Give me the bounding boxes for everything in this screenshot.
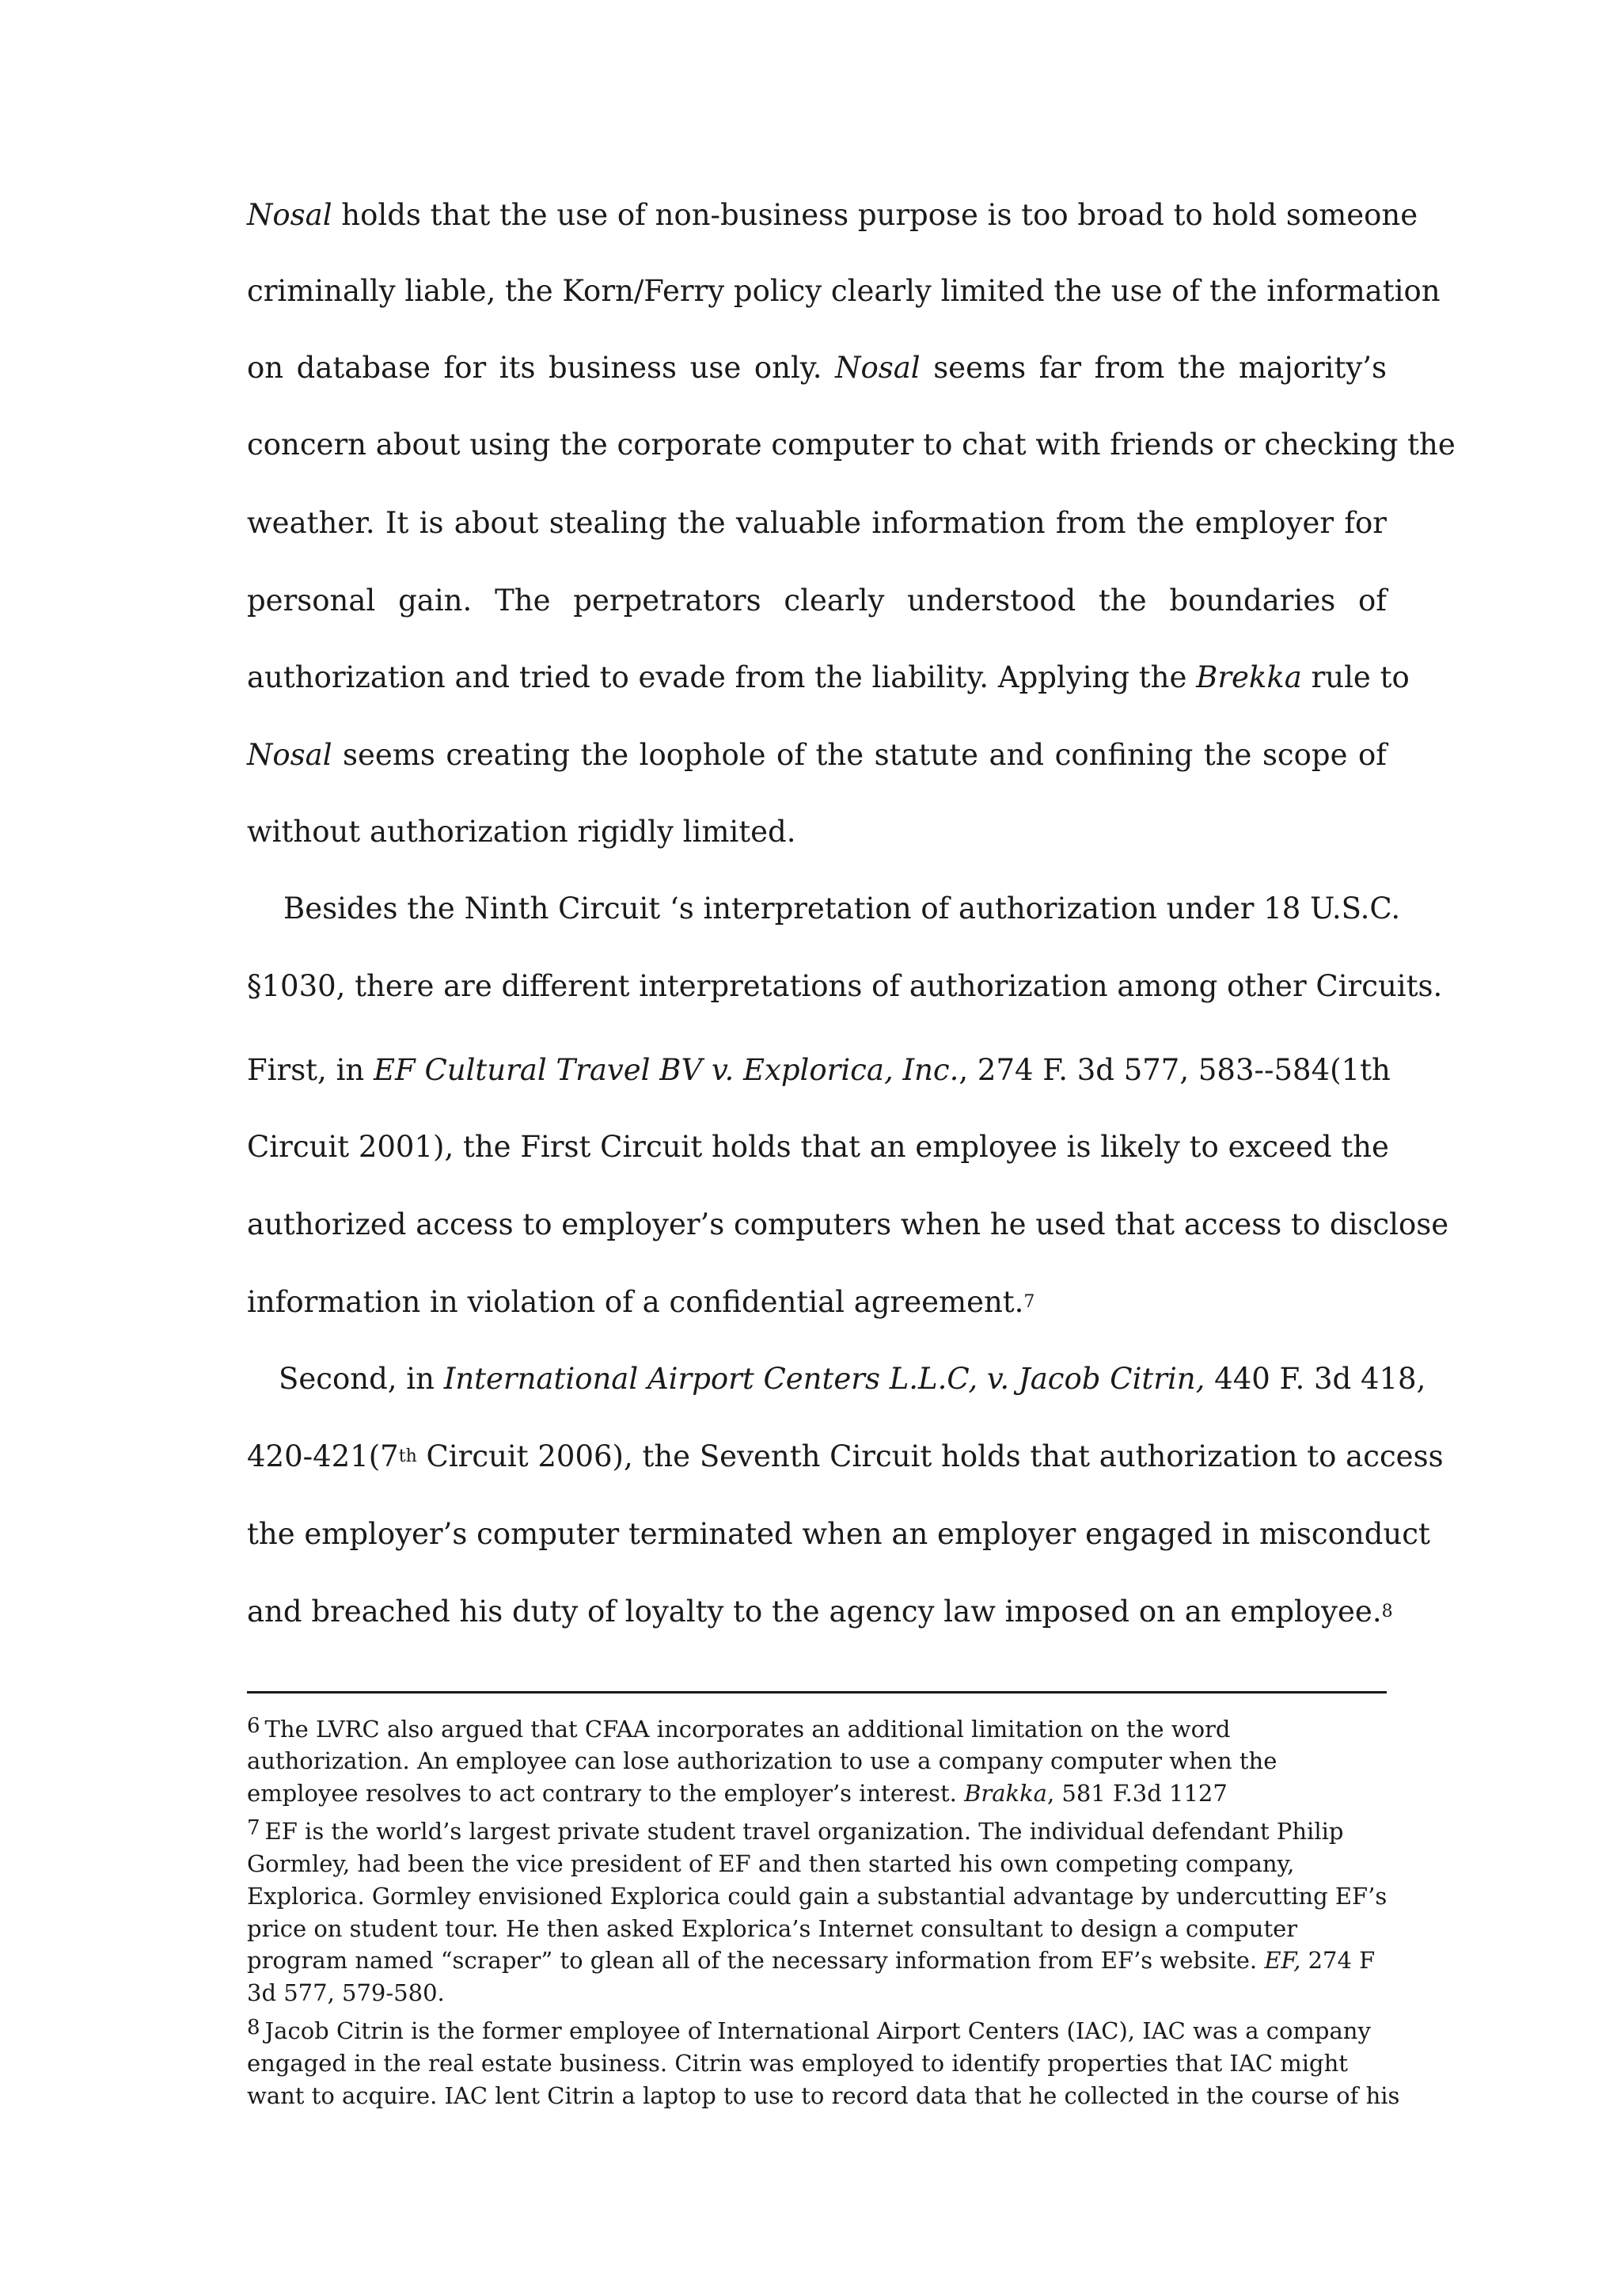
text-span: 440 F. 3d 418, xyxy=(1205,1362,1426,1396)
text-line xyxy=(247,738,1387,773)
text-line: the employer’s computer terminated when an employer engaged in misconduct xyxy=(247,1517,1430,1551)
footnote-ref-7[interactable]: 7 xyxy=(1023,1292,1035,1312)
text-span: , 581 F.3d 1127 xyxy=(1046,1780,1228,1807)
text-span: Jacob Citrin is the former employee of International Airport Centers (IAC), IAC was a company xyxy=(264,2017,1371,2044)
text-span: holds that the use of non-business purpose is too broad to hold someone xyxy=(332,198,1418,232)
footnote-line xyxy=(247,1946,1387,1975)
ordinal-suffix: th xyxy=(398,1446,417,1466)
footnote-separator xyxy=(247,1691,1387,1693)
text-line: Circuit 2001), the First Circuit holds that an employee is likely to exceed the xyxy=(247,1130,1389,1164)
text-line xyxy=(247,1053,1391,1088)
text-span: information in violation of a confidential agreement. xyxy=(247,1285,1024,1319)
footnote-line xyxy=(247,1715,1387,1745)
text-line: criminally liable, the Korn/Ferry policy clearly limited the use of the information xyxy=(247,274,1441,308)
footnote-line: price on student tour. He then asked Explorica’s Internet consultant to design a computer xyxy=(247,1915,1298,1942)
text-span: The LVRC also argued that CFAA incorporates an additional limitation on the word xyxy=(264,1716,1231,1743)
footnote-line: Gormley, had been the vice president of EF and then started his own competing company, xyxy=(247,1850,1295,1877)
case-name: Nosal xyxy=(247,198,332,232)
text-line: without authorization rigidly limited. xyxy=(247,815,796,849)
text-span: program named “scraper” to glean all of the necessary information from EF’s website. xyxy=(247,1947,1265,1974)
text-line: authorized access to employer’s computers when he used that access to disclose xyxy=(247,1207,1449,1241)
text-span: on database for its business use only. xyxy=(247,351,836,385)
text-line xyxy=(247,198,1418,233)
text-span: , 274 F. 3d 577, 583--584(1th xyxy=(959,1053,1391,1087)
footnote-line xyxy=(247,1817,1387,1847)
footnote-number: 8 xyxy=(247,2016,260,2039)
text-span: employee resolves to act contrary to the employer’s interest. xyxy=(247,1780,965,1807)
text-line: concern about using the corporate computer to chat with friends or checking the xyxy=(247,428,1456,462)
text-line: Besides the Ninth Circuit ‘s interpretation of authorization under 18 U.S.C. xyxy=(283,891,1401,926)
text-span: rule to xyxy=(1301,660,1410,694)
case-name: International Airport Centers L.L.C, v. Jacob Citrin, xyxy=(443,1362,1205,1396)
case-name: EF, xyxy=(1264,1947,1301,1974)
text-span: 420-421(7 xyxy=(247,1439,399,1473)
text-line xyxy=(247,351,1387,386)
footnote-line: Explorica. Gormley envisioned Explorica could gain a substantial advantage by undercutting EF’s xyxy=(247,1883,1388,1910)
text-span: authorization and tried to evade from the liability. Applying the xyxy=(247,660,1197,694)
text-span: First, in xyxy=(247,1053,374,1087)
text-span: and breached his duty of loyalty to the agency law imposed on an employee. xyxy=(247,1595,1382,1629)
text-span: seems creating the loophole of the statute and confining the scope of xyxy=(332,738,1387,772)
case-name: Nosal xyxy=(247,738,332,772)
footnote-line: engaged in the real estate business. Citrin was employed to identify properties that IAC might xyxy=(247,2050,1348,2077)
footnote-number: 7 xyxy=(247,1816,260,1840)
text-span: 274 F xyxy=(1300,1947,1376,1974)
footnote-line xyxy=(247,2017,1387,2047)
text-span: EF is the world’s largest private student travel organization. The individual defendant Philip xyxy=(264,1818,1344,1845)
case-name: Brakka xyxy=(964,1780,1047,1807)
case-name: Nosal xyxy=(835,351,921,385)
footnote-line: want to acquire. IAC lent Citrin a laptop to use to record data that he collected in the course of his xyxy=(247,2082,1400,2109)
text-line: weather. It is about stealing the valuable information from the employer for xyxy=(247,506,1387,540)
footnote-number: 6 xyxy=(247,1714,260,1738)
footnote-line: authorization. An employee can lose authorization to use a company computer when the xyxy=(247,1747,1277,1774)
text-line xyxy=(247,1285,1387,1320)
text-line: §1030, there are different interpretations of authorization among other Circuits. xyxy=(247,969,1443,1003)
text-line xyxy=(247,1362,1426,1397)
footnote-line: 3d 577, 579-580. xyxy=(247,1979,445,2006)
text-span: Circuit 2006), the Seventh Circuit holds that authorization to access xyxy=(416,1439,1444,1473)
case-name: EF Cultural Travel BV v. Explorica, Inc. xyxy=(374,1053,959,1087)
text-line xyxy=(247,660,1410,695)
footnote-ref-8[interactable]: 8 xyxy=(1381,1602,1393,1621)
text-line xyxy=(247,1439,1444,1474)
footnote-line xyxy=(247,1779,1387,1808)
text-line: personal gain. The perpetrators clearly understood the boundaries of xyxy=(247,584,1387,618)
text-span: seems far from the majority’s xyxy=(920,351,1387,385)
case-name: Brekka xyxy=(1196,660,1302,694)
text-span: Second, in xyxy=(279,1362,444,1396)
text-line xyxy=(247,1595,1393,1629)
